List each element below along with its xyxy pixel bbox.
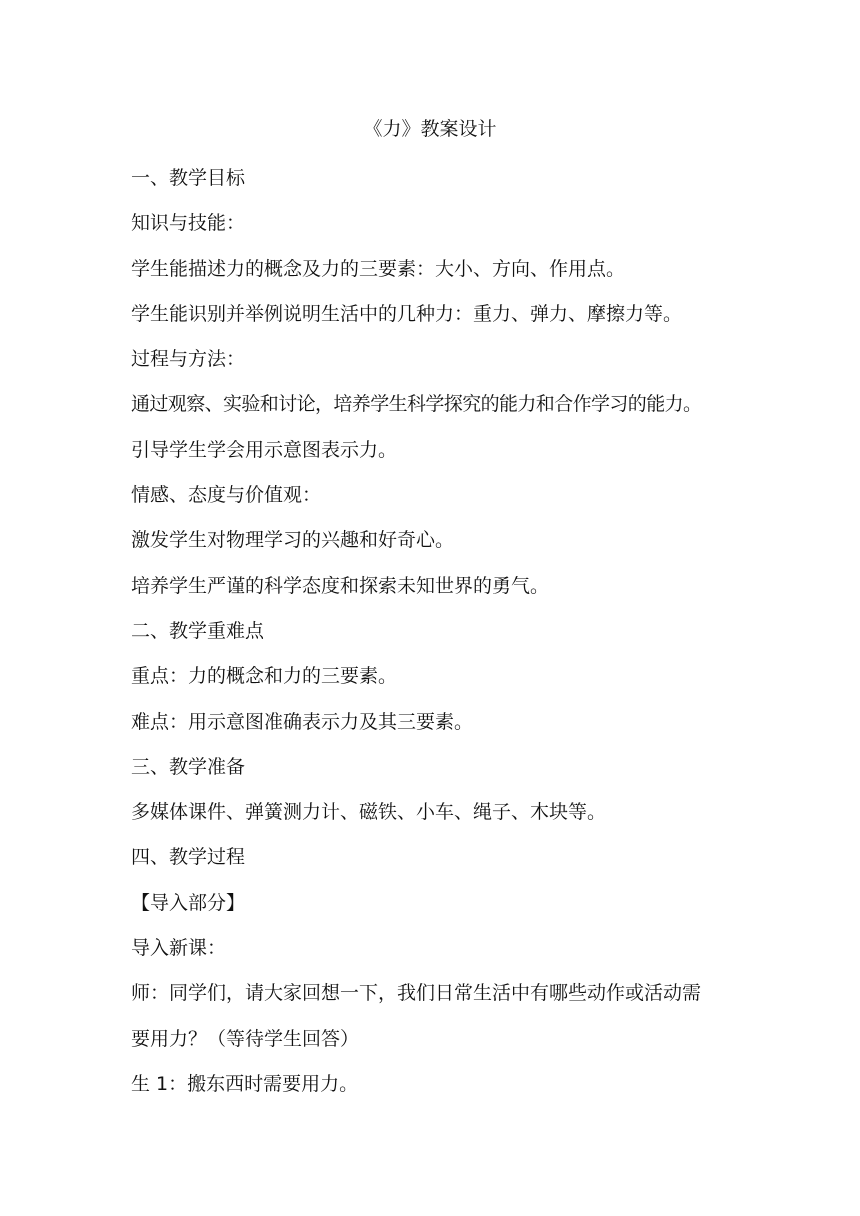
paragraph: 培养学生严谨的科学态度和探索未知世界的勇气。 [131, 574, 550, 597]
paragraph: 重点：力的概念和力的三要素。 [131, 665, 398, 688]
section-heading-objectives: 一、教学目标 [131, 167, 246, 189]
paragraph: 通过观察、实验和讨论，培养学生科学探究的能力和合作学习的能力。 [131, 393, 702, 416]
subheading-process-methods: 过程与方法： [131, 348, 246, 371]
subheading-knowledge-skills: 知识与技能： [131, 212, 246, 235]
paragraph: 导入新课： [131, 937, 227, 960]
document-body [131, 156, 751, 1107]
student-answer: 生 1：搬东西时需要用力。 [131, 1072, 359, 1095]
teacher-question-line-1: 师：同学们，请大家回想一下，我们日常生活中有哪些动作或活动需 [131, 982, 702, 1005]
paragraph: 学生能描述力的概念及力的三要素：大小、方向、作用点。 [131, 257, 626, 280]
paragraph: 难点：用示意图准确表示力及其三要素。 [131, 710, 474, 733]
paragraph: 激发学生对物理学习的兴趣和好奇心。 [131, 529, 455, 552]
section-heading-key-points: 二、教学重难点 [131, 619, 265, 642]
document-title: 《力》教案设计 [363, 118, 497, 140]
paragraph: 引导学生学会用示意图表示力。 [131, 438, 398, 461]
paragraph: 学生能识别并举例说明生活中的几种力：重力、弹力、摩擦力等。 [131, 302, 683, 325]
subheading-introduction: 【导入部分】 [131, 891, 246, 914]
section-heading-preparation: 三、教学准备 [131, 755, 246, 778]
section-heading-process: 四、教学过程 [131, 846, 246, 869]
subheading-emotion-values: 情感、态度与价值观： [131, 484, 322, 507]
teacher-question-line-2: 要用力？（等待学生回答） [131, 1027, 360, 1050]
paragraph: 多媒体课件、弹簧测力计、磁铁、小车、绳子、木块等。 [131, 801, 607, 824]
